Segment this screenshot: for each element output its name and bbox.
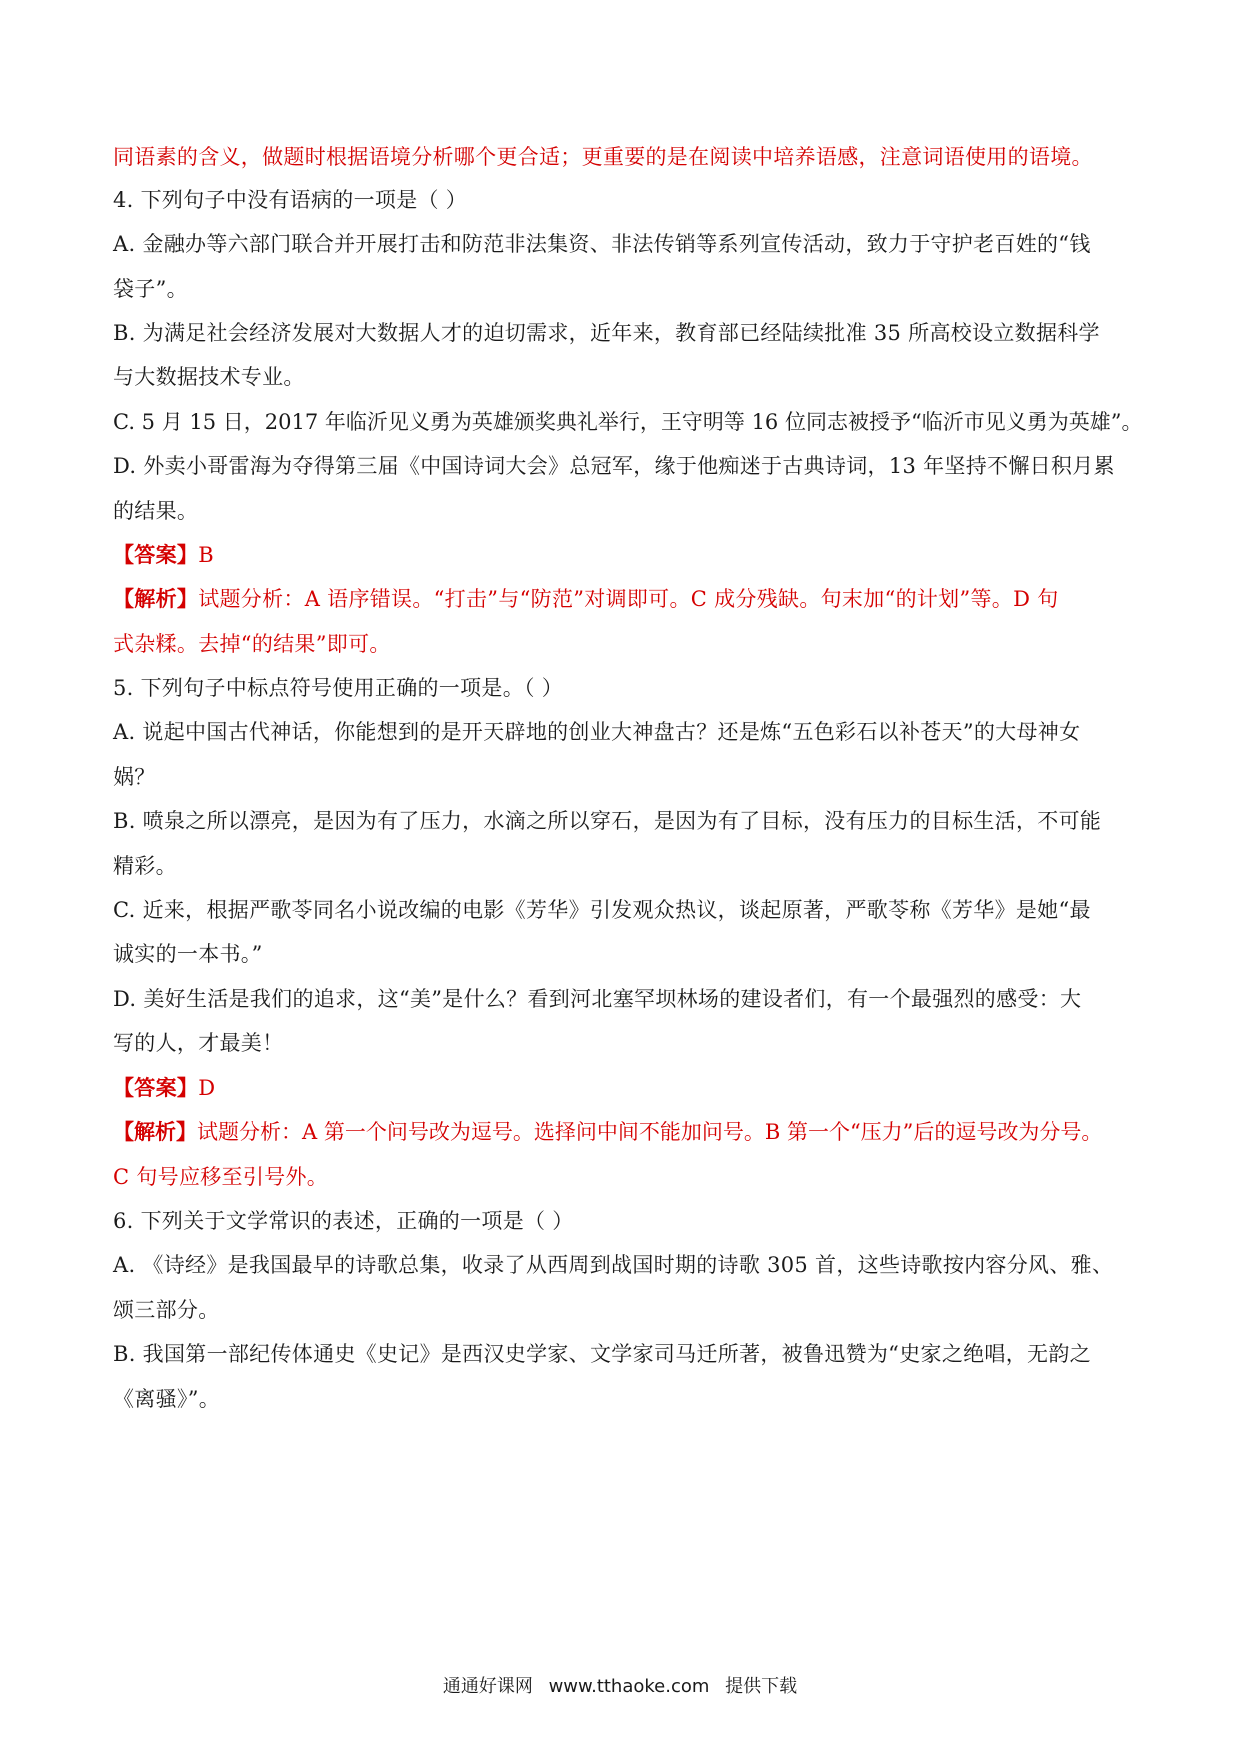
page-footer bbox=[0, 1672, 1240, 1698]
question-5-option-d-cont: 写的人，才最美！ bbox=[113, 1031, 284, 1055]
question-5-analysis bbox=[113, 1117, 1133, 1147]
question-5-answer bbox=[113, 1073, 1133, 1103]
question-5-option-a-cont: 娲？ bbox=[113, 765, 156, 789]
question-4-analysis bbox=[113, 584, 1133, 614]
question-4-option-a: A. 金融办等六部门联合并开展打击和防范非法集资、非法传销等系列宣传活动，致力于守护老百姓的“钱 bbox=[113, 232, 1091, 256]
footer-site-name: 通通好课网 bbox=[442, 1676, 533, 1697]
footer-url[interactable]: www.tthaoke.com bbox=[548, 1676, 710, 1697]
previous-analysis-tail: 同语素的含义，做题时根据语境分析哪个更合适；更重要的是在阅读中培养语感，注意词语使用的语境。 bbox=[113, 145, 1093, 169]
question-5-option-a: A. 说起中国古代神话，你能想到的是开天辟地的创业大神盘古？还是炼“五色彩石以补苍天”的大母神女 bbox=[113, 720, 1081, 744]
analysis-tag: 【解析】 bbox=[113, 1119, 197, 1144]
question-5-stem: 5. 下列句子中标点符号使用正确的一项是。（ ） bbox=[113, 676, 564, 700]
question-4-answer bbox=[113, 540, 1133, 570]
question-4-option-d-cont: 的结果。 bbox=[113, 499, 199, 523]
question-4-option-b-cont: 与大数据技术专业。 bbox=[113, 365, 305, 389]
analysis-tag: 【解析】 bbox=[113, 586, 199, 611]
question-4-option-b: B. 为满足社会经济发展对大数据人才的迫切需求，近年来，教育部已经陆续批准 35 所高校设立数据科学 bbox=[113, 321, 1100, 345]
footer-suffix: 提供下载 bbox=[725, 1676, 798, 1697]
question-4-option-a-cont: 袋子”。 bbox=[113, 277, 188, 301]
answer-value: B bbox=[198, 543, 214, 567]
question-4-stem: 4. 下列句子中没有语病的一项是（ ） bbox=[113, 188, 468, 212]
question-5-option-c: C. 近来，根据严歌苓同名小说改编的电影《芳华》引发观众热议，谈起原著，严歌苓称《芳华》是她“最 bbox=[113, 898, 1091, 922]
analysis-text: 试题分析：A 第一个问号改为逗号。选择问中间不能加问号。B 第一个“压力”后的逗号改为分号。 bbox=[197, 1120, 1103, 1144]
question-4-option-d: D. 外卖小哥雷海为夺得第三届《中国诗词大会》总冠军，缘于他痴迷于古典诗词，13 年坚持不懈日积月累 bbox=[113, 454, 1115, 478]
question-6-option-a-cont: 颂三部分。 bbox=[113, 1298, 220, 1322]
question-5-option-b-cont: 精彩。 bbox=[113, 854, 177, 878]
question-4-analysis-cont: 式杂糅。去掉“的结果”即可。 bbox=[113, 632, 391, 656]
question-6-option-b-cont: 《离骚》”。 bbox=[113, 1387, 221, 1411]
question-6-option-a: A. 《诗经》是我国最早的诗歌总集，收录了从西周到战国时期的诗歌 305 首，这些诗歌按内容分风、雅、 bbox=[113, 1253, 1114, 1277]
question-5-option-d: D. 美好生活是我们的追求，这“美”是什么？看到河北塞罕坝林场的建设者们，有一个最强烈的感受：大 bbox=[113, 987, 1082, 1011]
answer-value: D bbox=[198, 1076, 216, 1100]
analysis-text: 试题分析：A 语序错误。“打击”与“防范”对调即可。C 成分残缺。句末加“的计划”等。D 句 bbox=[198, 587, 1059, 611]
question-5-option-c-cont: 诚实的一本书。” bbox=[113, 942, 263, 966]
question-5-analysis-cont: C 句号应移至引号外。 bbox=[113, 1165, 329, 1189]
question-5-option-b: B. 喷泉之所以漂亮，是因为有了压力，水滴之所以穿石，是因为有了目标，没有压力的目标生活，不可能 bbox=[113, 809, 1102, 833]
question-6-option-b: B. 我国第一部纪传体通史《史记》是西汉史学家、文学家司马迁所著，被鲁迅赞为“史家之绝唱，无韵之 bbox=[113, 1342, 1091, 1366]
answer-tag: 【答案】 bbox=[113, 1075, 199, 1100]
answer-tag: 【答案】 bbox=[113, 542, 199, 567]
question-6-stem: 6. 下列关于文学常识的表述，正确的一项是（ ） bbox=[113, 1209, 574, 1233]
question-4-option-c: C. 5 月 15 日，2017 年临沂见义勇为英雄颁奖典礼举行，王守明等 16 位同志被授予“临沂市见义勇为英雄”。 bbox=[113, 410, 1143, 434]
